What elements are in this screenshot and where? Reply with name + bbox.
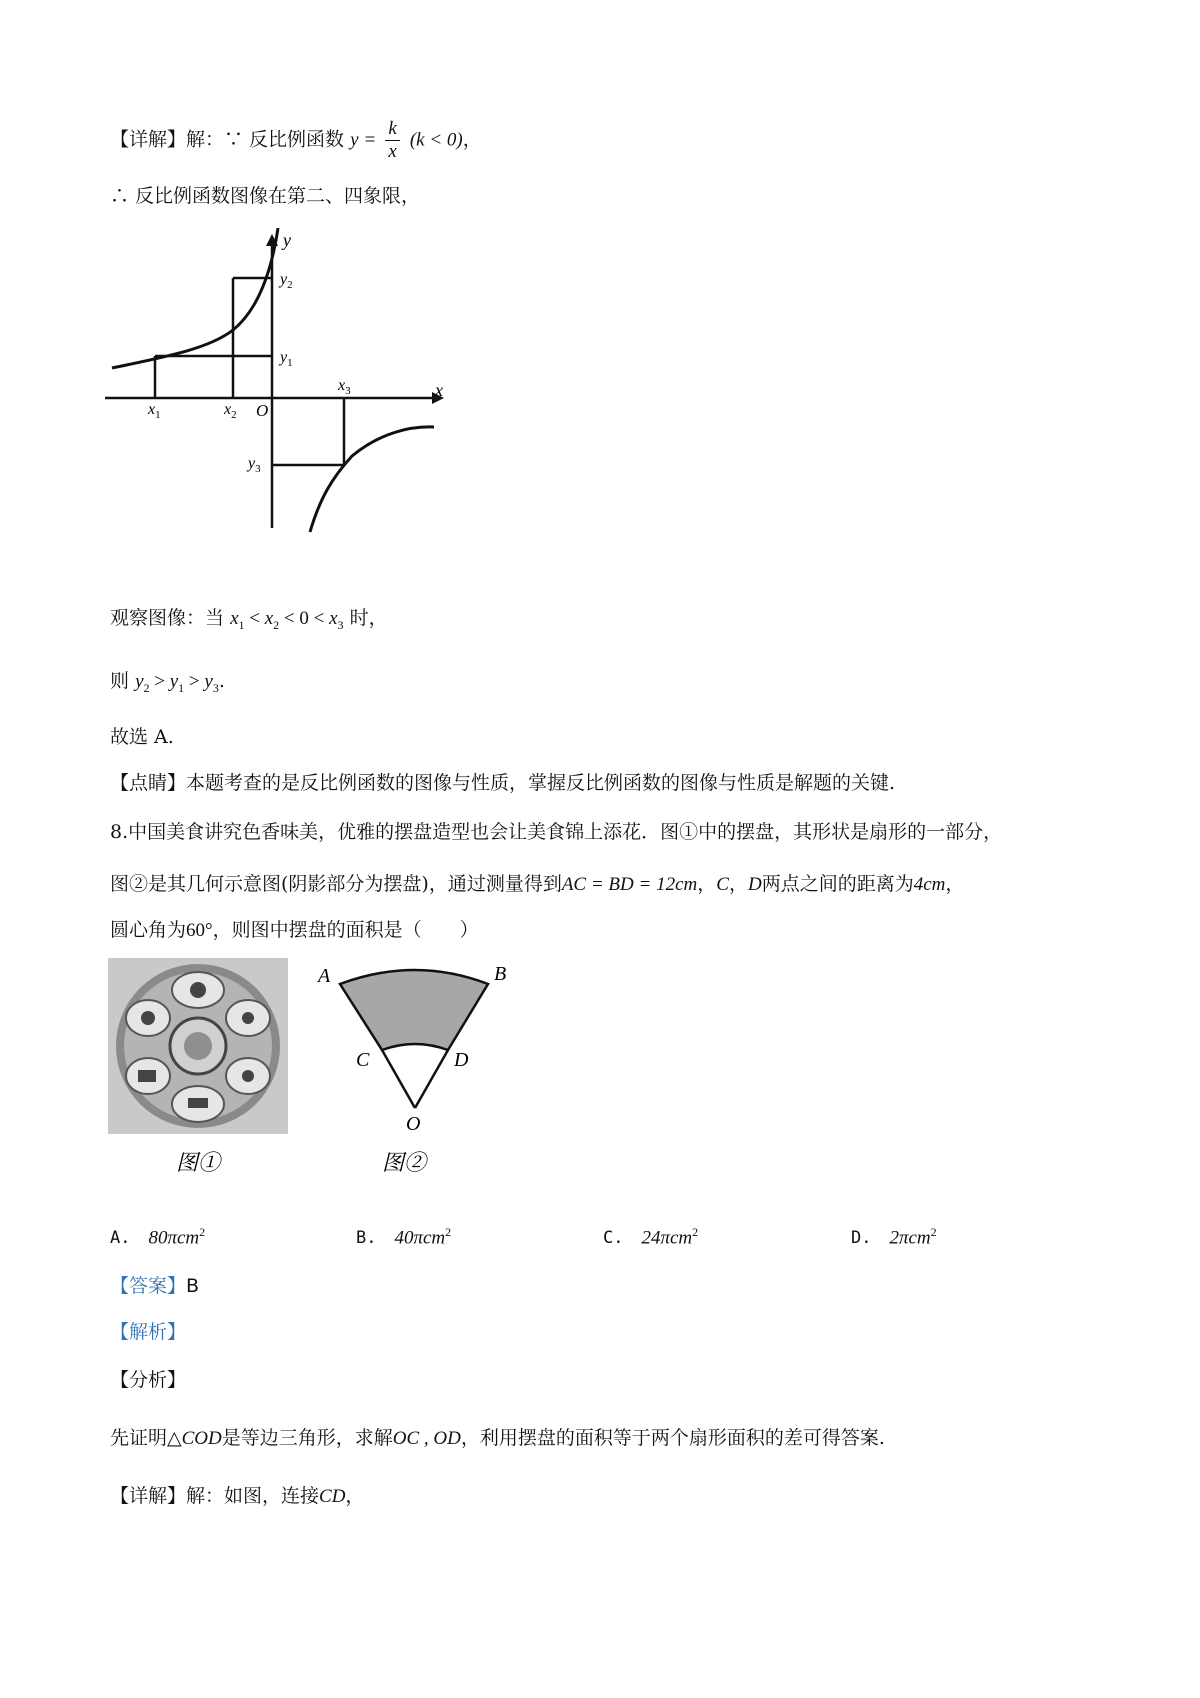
- inverse-proportion-graph: [100, 228, 460, 538]
- label-x-axis: x: [435, 380, 443, 400]
- figure-2-caption: 图②: [382, 1150, 427, 1175]
- detail-line-2: 【详解】解：如图，连接CD，: [110, 1485, 365, 1507]
- analysis-label: 【解析】: [110, 1321, 187, 1343]
- option-a[interactable]: A. 80πcm$^2$: [110, 1225, 206, 1249]
- answer-line: [110, 1272, 199, 1300]
- question-8-line-1: 8.中国美食讲究色香味美，优雅的摆盘造型也会让美食锦上添花．图①中的摆盘，其形状是扇形的一部分，: [110, 821, 1003, 843]
- detail-line-1: 【详解】解：∵ 反比例函数 y = $\frac{k}{x}$ (k < 0)，: [110, 118, 482, 162]
- option-d[interactable]: D. 2πcm$^2$: [851, 1225, 937, 1249]
- question-8-line-3: 圆心角为60°，则图中摆盘的面积是（ ）: [110, 919, 479, 941]
- point-O: O: [406, 1113, 421, 1135]
- point-B: B: [494, 963, 507, 985]
- fenxi-label: 【分析】: [110, 1369, 187, 1391]
- question-8-line-2: 图②是其几何示意图(阴影部分为摆盘)，通过测量得到AC = BD = 12cm，C，D两点之间的距离为4cm，: [110, 873, 965, 895]
- analysis-line: 先证明△COD是等边三角形，求解OC , OD，利用摆盘的面积等于两个扇形面积的差可得答案.: [110, 1427, 885, 1449]
- result-line: 则 $y_2 > y_1 > y_3$.: [110, 670, 225, 695]
- point-C: C: [356, 1049, 370, 1071]
- label-x2: $x_2$: [224, 401, 237, 421]
- choose-line: 故选 A.: [110, 726, 174, 748]
- label-y2: $y_2$: [280, 271, 293, 291]
- point-D: D: [454, 1049, 469, 1071]
- var-y: y: [350, 129, 359, 151]
- point-A: A: [318, 965, 331, 987]
- answer-value: B: [186, 1275, 200, 1297]
- sector-diagram: [310, 958, 530, 1178]
- observe-line: 观察图像：当 $x_1 < x_2 < 0 < x_3$ 时，: [110, 607, 388, 632]
- label-y3: $y_3$: [248, 455, 261, 475]
- label-y1: $y_1$: [280, 349, 293, 369]
- answer-label: 【答案】: [110, 1275, 187, 1297]
- comment-line: 【点睛】本题考查的是反比例函数的图像与性质，掌握反比例函数的图像与性质是解题的关键.: [110, 772, 896, 794]
- fraction-k-over-x: $\frac{k}{x}$: [385, 118, 399, 163]
- option-b[interactable]: B. 40πcm$^2$: [356, 1225, 452, 1249]
- label-origin: O: [256, 401, 269, 420]
- label-x3: $x_3$: [338, 377, 351, 397]
- quadrant-line: ∴ 反比例函数图像在第二、四象限，: [110, 185, 421, 207]
- label-y-axis: y: [283, 230, 291, 250]
- plate-photo: [108, 958, 294, 1178]
- label-x1: $x_1$: [148, 401, 161, 421]
- option-c[interactable]: C. 24πcm$^2$: [603, 1225, 699, 1249]
- figure-1-caption: 图①: [176, 1150, 221, 1175]
